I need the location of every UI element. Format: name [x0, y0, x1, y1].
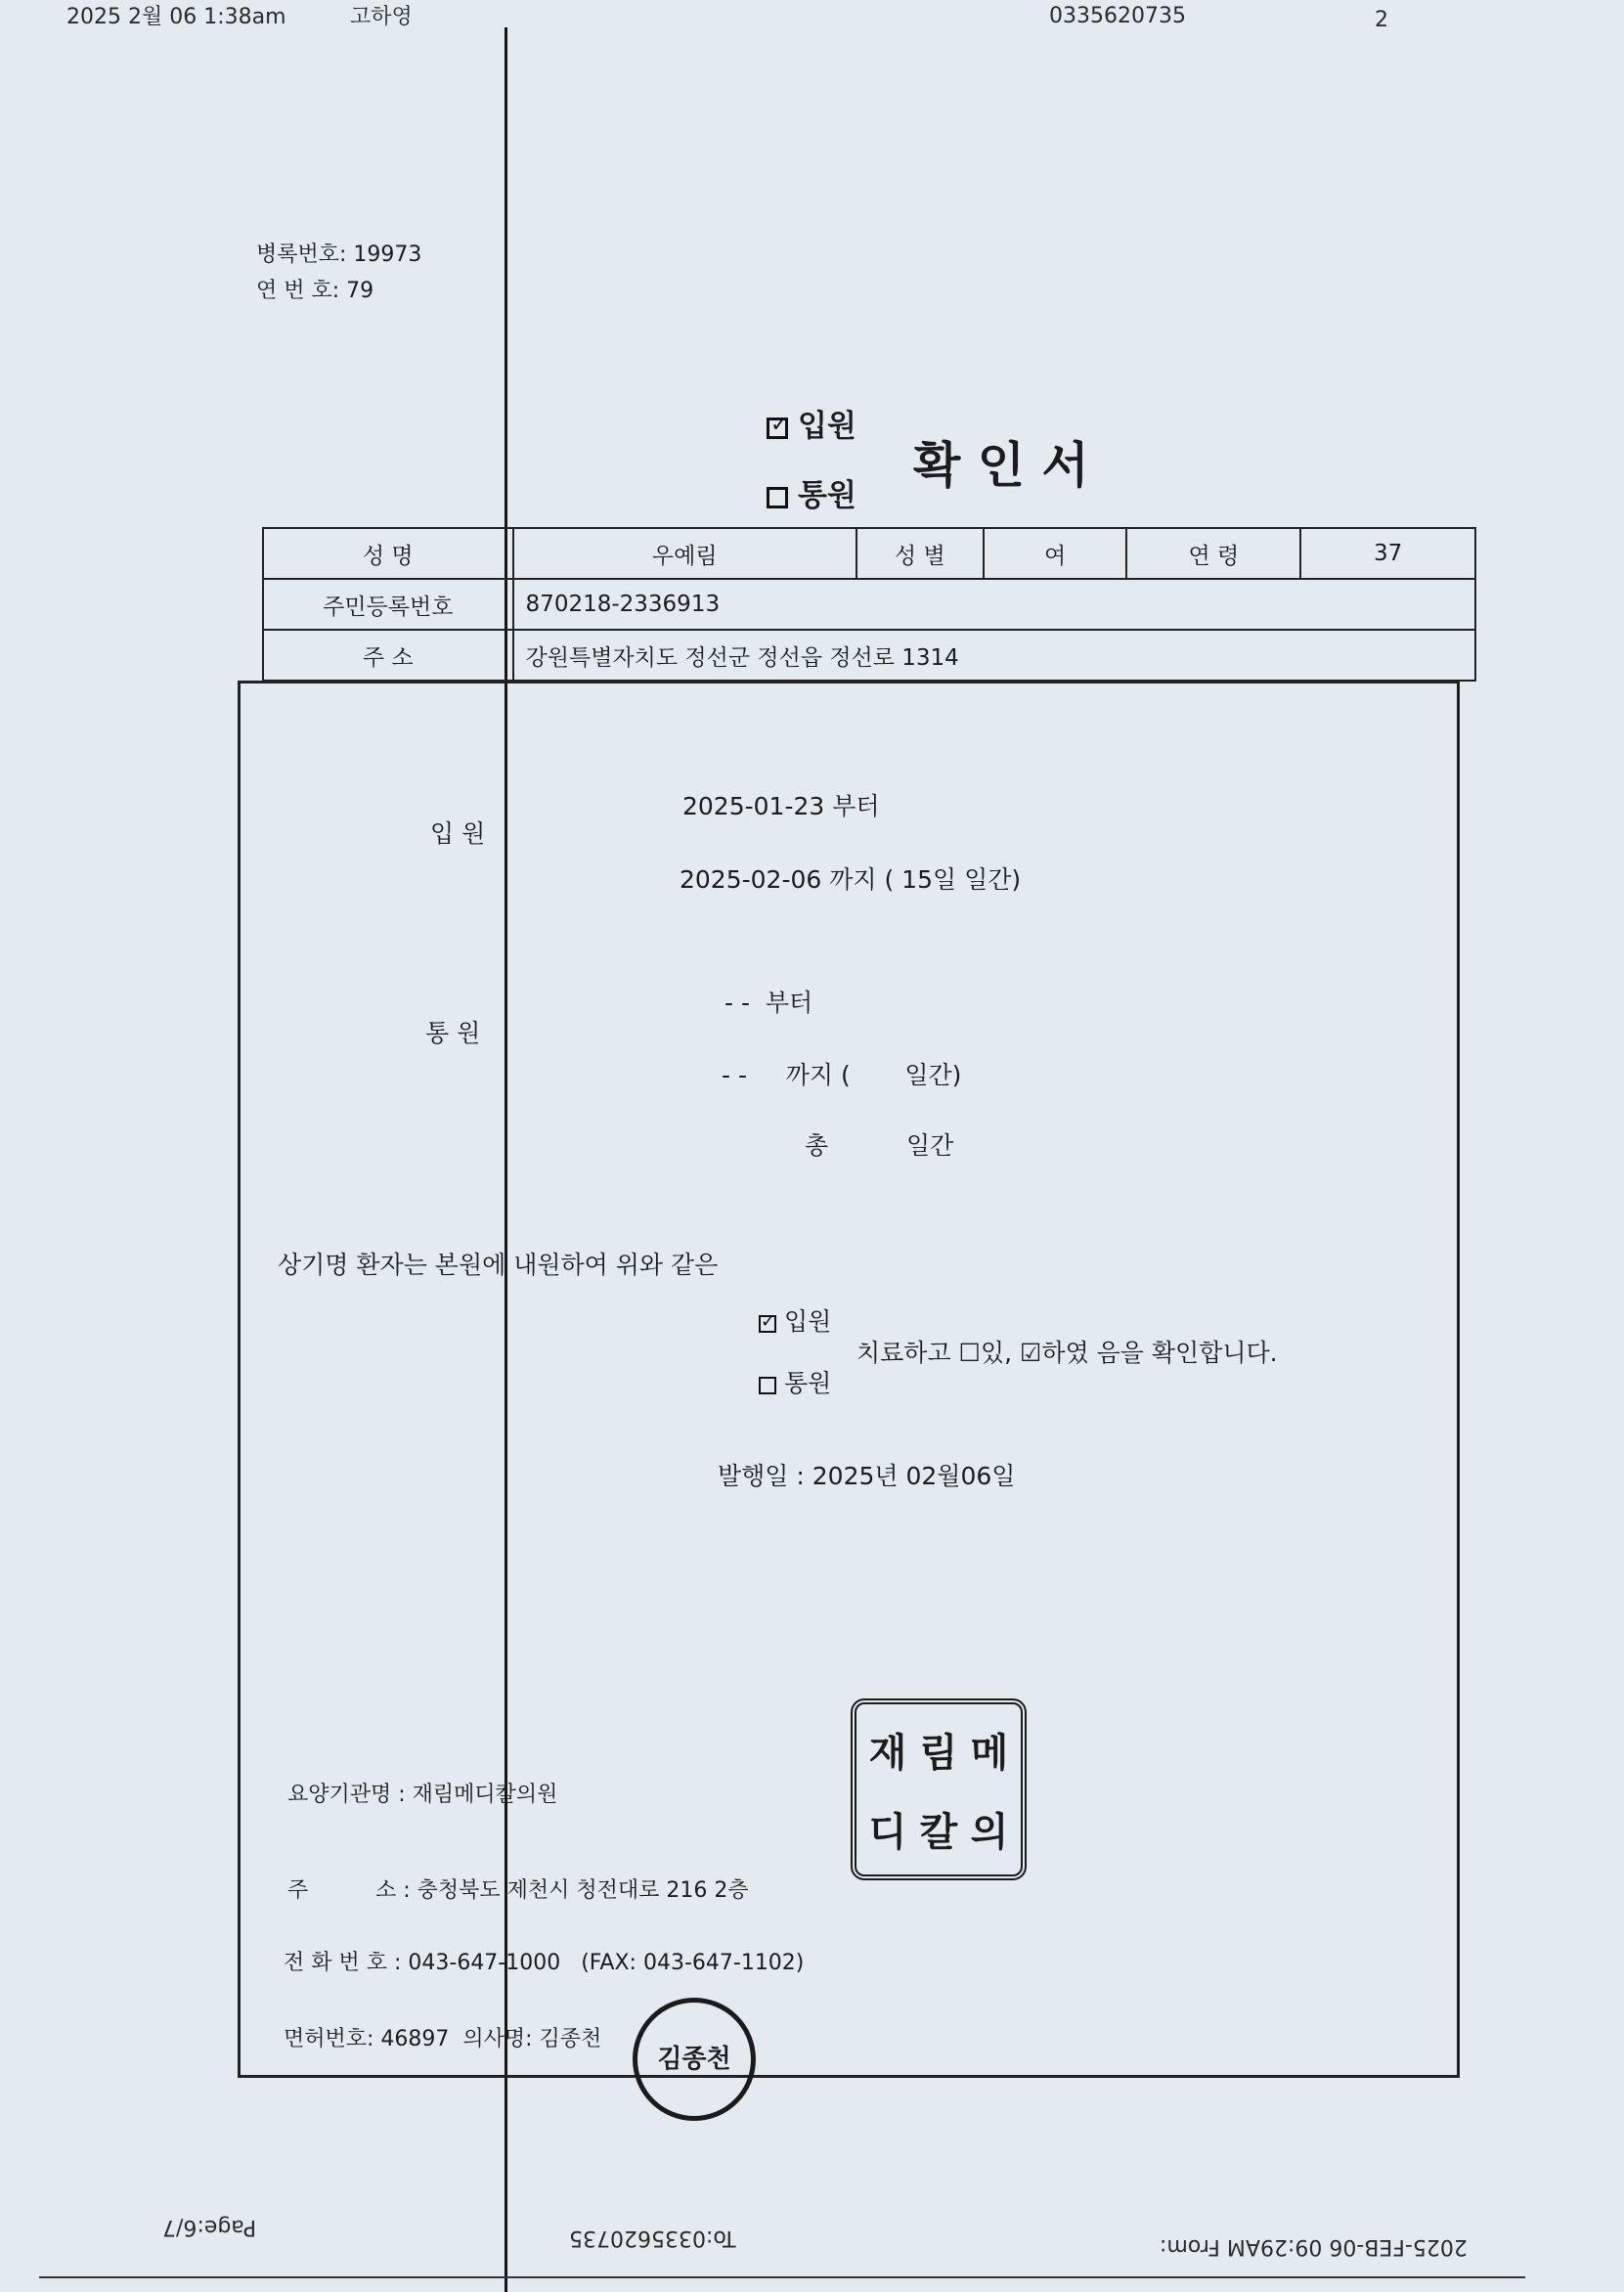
fax-page: 2	[1375, 8, 1388, 32]
institution-address: 소 : 충청북도 제천시 청전대로 216 2층	[375, 1878, 749, 1903]
chart-number-label: 병록번호:	[256, 242, 347, 267]
patient-info-table	[262, 527, 1476, 682]
doctor-seal: 김종천	[633, 1998, 756, 2121]
footer-to	[569, 2226, 736, 2250]
footer-to-text: To:0335620735	[569, 2226, 736, 2250]
table-row	[263, 579, 1475, 630]
statement-inpatient-label: 입원	[784, 1307, 832, 1336]
admission-from: 2025-01-23 부터	[682, 792, 880, 820]
name-label: 성 명	[263, 528, 513, 579]
admission-to: 2025-02-06 까지 ( 15일 일간)	[680, 865, 1022, 894]
outpatient-label: 통 원	[425, 1019, 481, 1047]
title-inpatient-label: 입원	[798, 409, 856, 444]
statement-outpatient-checkbox	[759, 1377, 776, 1394]
statement-line1: 상기명 환자는 본원에 내원하여 위와 같은	[278, 1251, 719, 1279]
serial-number-value: 79	[346, 279, 374, 303]
address-label: 주 소	[263, 630, 513, 681]
table-row	[263, 630, 1475, 681]
sex-label: 성 별	[856, 528, 984, 579]
name-value: 우예림	[513, 528, 856, 579]
fax-number: 0335620735	[1049, 4, 1186, 28]
outpatient-from: - - 부터	[724, 989, 813, 1017]
age-value: 37	[1300, 528, 1475, 579]
statement-line2: 치료하고 ☐있, ☑하였 음을 확인합니다.	[856, 1339, 1278, 1367]
institution-address-label: 주	[287, 1878, 309, 1903]
stamp-char: 디	[868, 1810, 907, 1855]
serial-number-row	[256, 274, 373, 304]
bottom-divider	[39, 2276, 1525, 2278]
stamp-char: 칼	[919, 1810, 958, 1855]
sex-value: 여	[984, 528, 1127, 579]
fax-sender: 고하영	[350, 5, 413, 29]
institution-name: 요양기관명 : 재림메디칼의원	[287, 1783, 558, 1807]
rrn-label: 주민등록번호	[263, 579, 513, 630]
rrn-value: 870218-2336913	[513, 579, 1475, 630]
footer-page	[162, 2215, 256, 2239]
issue-date: 발행일 : 2025년 02월06일	[718, 1462, 1016, 1490]
outpatient-total-unit: 일간	[906, 1131, 954, 1160]
stamp-char: 의	[970, 1810, 1009, 1855]
outpatient-total-label: 총	[805, 1131, 829, 1160]
age-label: 연 령	[1126, 528, 1300, 579]
title-outpatient-label: 통원	[798, 478, 856, 513]
stamp-char: 메	[970, 1731, 1009, 1776]
outpatient-to: - - 까지 ( 일간)	[722, 1061, 962, 1089]
statement-inpatient-checkbox	[759, 1315, 776, 1333]
document-title: 확 인 서	[913, 437, 1089, 494]
statement-opt-inpatient	[759, 1302, 831, 1338]
institution-phone: 전 화 번 호 : 043-647-1000 (FAX: 043-647-1102)	[284, 1951, 805, 1975]
doctor-license: 면허번호: 46897 의사명: 김종천	[284, 2027, 602, 2051]
serial-number-label: 연 번 호:	[256, 279, 340, 303]
fax-datetime: 2025 2월 06 1:38am	[66, 5, 286, 29]
inpatient-checkbox	[767, 418, 788, 439]
footer-from	[1160, 2234, 1468, 2259]
statement-opt-outpatient	[759, 1364, 831, 1399]
stamp-char: 림	[919, 1731, 958, 1776]
title-option-outpatient	[767, 470, 856, 514]
admission-label: 입 원	[430, 819, 486, 848]
stamp-char: 재	[868, 1731, 907, 1776]
chart-number-row	[256, 238, 421, 268]
chart-number-value: 19973	[353, 242, 422, 267]
table-row	[263, 528, 1475, 579]
footer-from-text: 2025-FEB-06 09:29AM From:	[1160, 2234, 1468, 2259]
title-option-inpatient	[767, 401, 856, 445]
footer-page-text: Page:6/7	[162, 2215, 257, 2239]
address-value: 강원특별자치도 정선군 정선읍 정선로 1314	[513, 630, 1475, 681]
institution-stamp	[851, 1698, 1027, 1880]
outpatient-checkbox	[767, 487, 788, 508]
statement-outpatient-label: 통원	[784, 1369, 832, 1397]
